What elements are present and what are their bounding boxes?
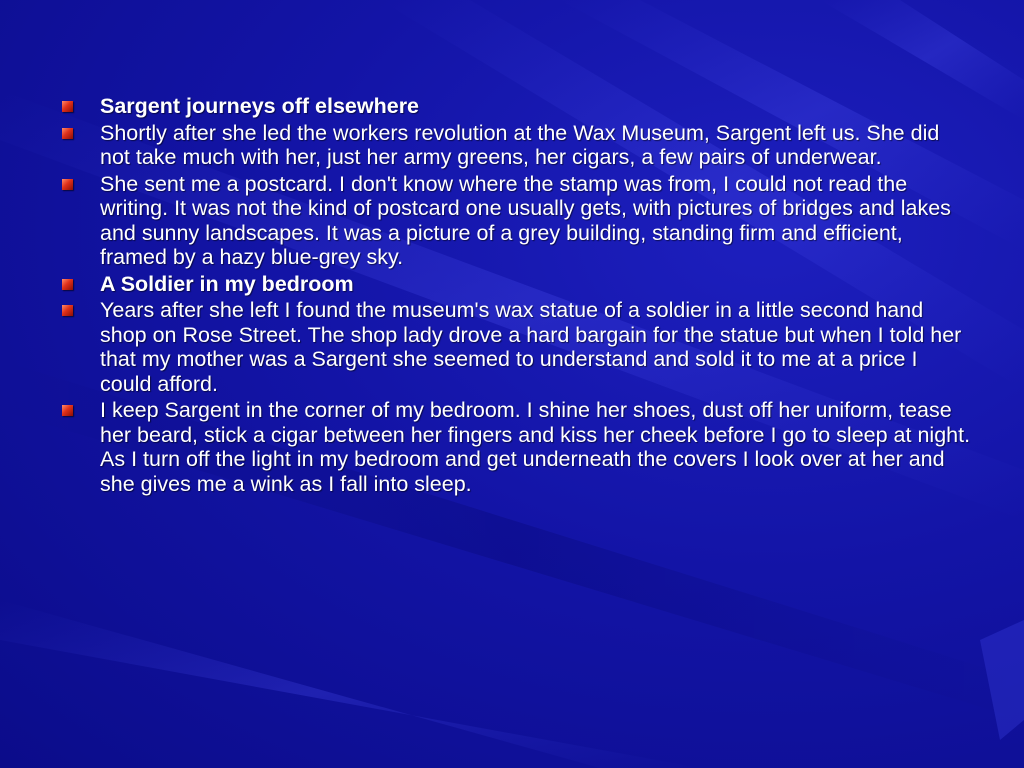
bullet-text: Years after she left I found the museum's wax statue of a soldier in a little second hand shop on Rose Street. The shop lady drove a hard bargain for the statue but when I told her that my mother was a Sargent she seemed to understand and sold it to me at a price I could afford. bbox=[100, 298, 962, 396]
bullet-text: I keep Sargent in the corner of my bedroom. I shine her shoes, dust off her uniform, tease her beard, stick a cigar between her fingers and kiss her cheek before I go to sleep at night. As I turn off the light in my bedroom and get underneath the covers I look over at her and she gives me a wink as I fall into sleep. bbox=[100, 398, 971, 496]
bullet-square-icon bbox=[62, 179, 73, 190]
bullet-text: Sargent journeys off elsewhere bbox=[100, 94, 420, 118]
bullet-square-icon bbox=[62, 101, 73, 112]
bullet-square-icon bbox=[62, 128, 73, 139]
bullet-item bbox=[62, 298, 972, 396]
bullet-heading bbox=[62, 94, 972, 119]
bullet-heading bbox=[62, 272, 972, 297]
bullet-square-icon bbox=[62, 405, 73, 416]
bullet-item bbox=[62, 398, 972, 496]
bullet-square-icon bbox=[62, 305, 73, 316]
bullet-text: Shortly after she led the workers revolution at the Wax Museum, Sargent left us. She did not take much with her, just her army greens, her cigars, a few pairs of underwear. bbox=[100, 120, 940, 169]
bullet-square-icon bbox=[62, 279, 73, 290]
bullet-item bbox=[62, 172, 972, 270]
bullet-list bbox=[62, 94, 972, 498]
bullet-text: A Soldier in my bedroom bbox=[100, 271, 354, 296]
bullet-text: She sent me a postcard. I don't know where the stamp was from, I could not read the writing. It was not the kind of postcard one usually gets, with pictures of bridges and lakes and sunny landscapes. It was a picture of a grey building, standing firm and efficient, framed by a hazy blue-grey sky. bbox=[100, 171, 951, 269]
bullet-item bbox=[62, 121, 972, 170]
